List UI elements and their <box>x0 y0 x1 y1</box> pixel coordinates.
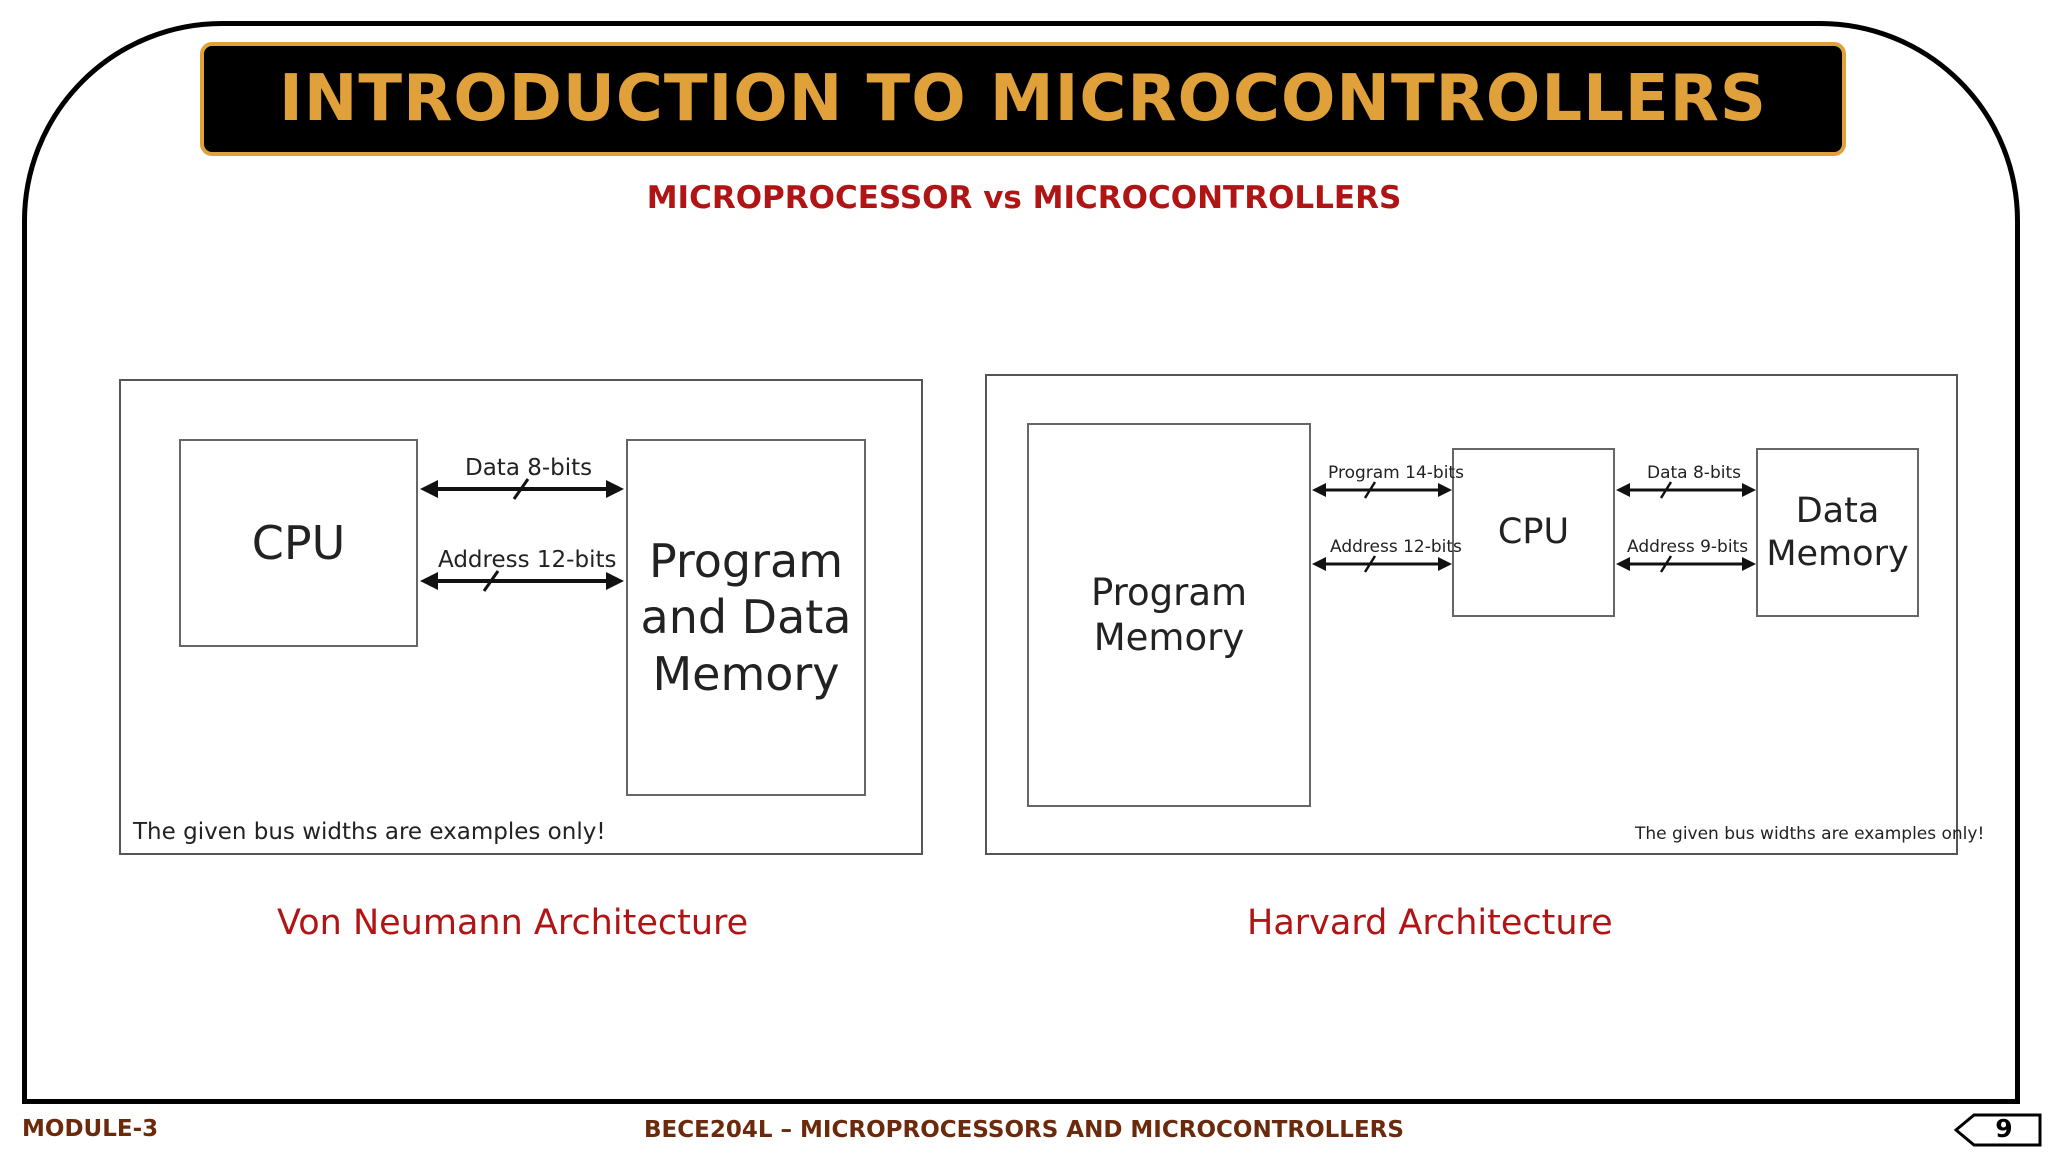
vn-address-bus-label: Address 12-bits <box>438 547 617 573</box>
hv-note: The given bus widths are examples only! <box>1635 824 1985 844</box>
hv-data-bus-label: Data 8-bits <box>1647 463 1741 483</box>
hv-cpu-box <box>1452 448 1615 617</box>
hv-data-bus-arrow <box>1615 479 1757 501</box>
course-title: BECE204L – MICROPROCESSORS AND MICROCONTROLLERS <box>644 1117 1404 1143</box>
vn-data-bus-label: Data 8-bits <box>465 455 593 481</box>
vn-cpu-label: CPU <box>251 515 346 570</box>
slide-title: INTRODUCTION TO MICROCONTROLLERS <box>279 62 1767 136</box>
page-number: 9 <box>1995 1114 2013 1143</box>
hv-program-bus-arrow <box>1311 479 1453 501</box>
von-neumann-caption: Von Neumann Architecture <box>277 903 749 943</box>
hv-program-memory-label: Program Memory <box>1090 570 1248 659</box>
hv-program-bus-label: Program 14-bits <box>1328 463 1464 483</box>
hv-program-address-arrow <box>1311 553 1453 575</box>
harvard-diagram <box>985 374 1985 855</box>
vn-memory-box <box>626 439 866 796</box>
vn-cpu-box <box>179 439 418 647</box>
hv-cpu-label: CPU <box>1497 512 1570 553</box>
slide-subtitle: MICROPROCESSOR vs MICROCONTROLLERS <box>646 180 1402 216</box>
vn-data-bus-arrow <box>418 475 626 503</box>
page-number-badge <box>1954 1112 2042 1148</box>
harvard-caption: Harvard Architecture <box>1247 903 1613 943</box>
hv-data-address-label: Address 9-bits <box>1627 537 1749 557</box>
hv-data-memory-label: Data Memory <box>1766 490 1909 574</box>
vn-memory-label: Program and Data Memory <box>640 534 852 701</box>
hv-program-address-label: Address 12-bits <box>1330 537 1462 557</box>
title-banner <box>200 42 1846 156</box>
hv-data-address-arrow <box>1615 553 1757 575</box>
hv-data-memory-box <box>1756 448 1919 617</box>
vn-note: The given bus widths are examples only! <box>133 819 606 845</box>
vn-address-bus-arrow <box>418 567 626 595</box>
von-neumann-diagram <box>119 379 923 855</box>
module-label: MODULE-3 <box>22 1116 159 1142</box>
hv-program-memory-box <box>1027 423 1311 807</box>
